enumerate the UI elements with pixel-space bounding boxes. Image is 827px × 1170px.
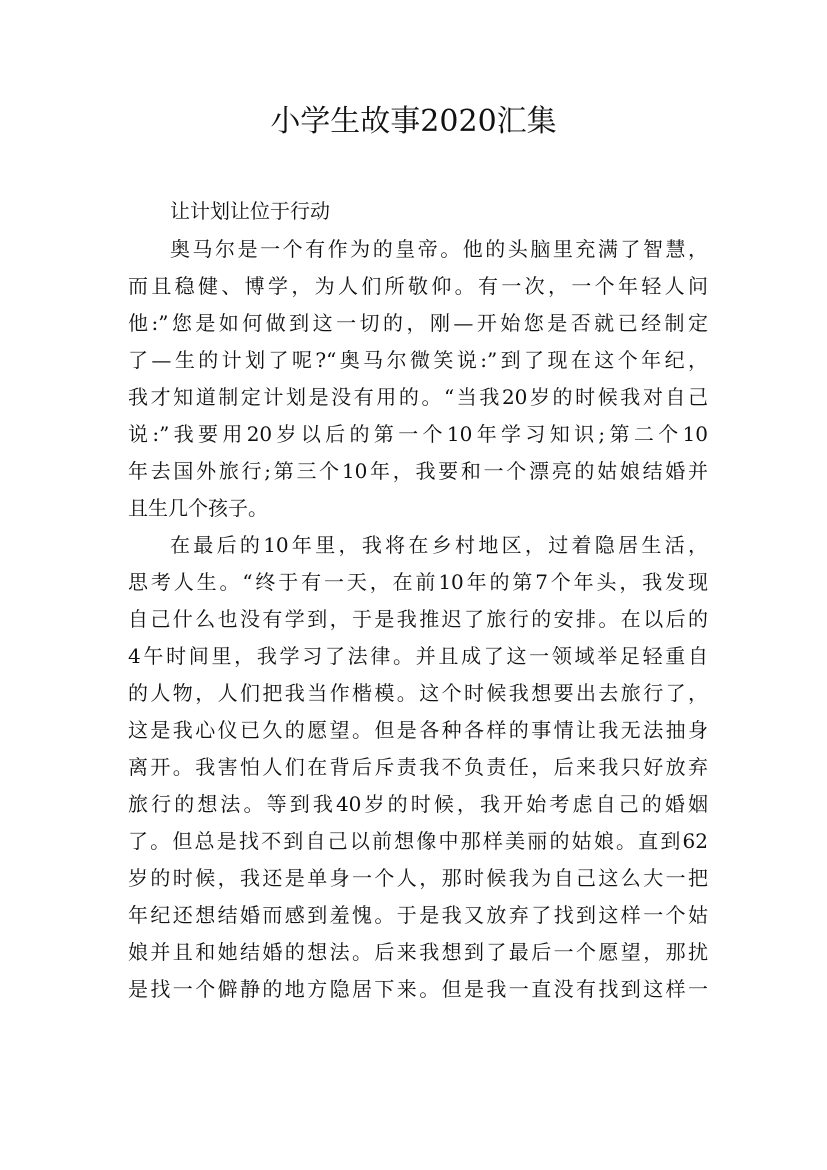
- paragraph-line: 年纪还想结婚而感到羞愧。于是我又放弃了找到这样一个姑: [128, 903, 708, 927]
- paragraph-line: 思考人生。“终于有一天，在前10年的第7个年头，我发现: [128, 570, 708, 594]
- document-title: 小学生故事2020汇集: [270, 104, 557, 139]
- paragraph-line: 4午时间里，我学习了法律。并且成了这一领域举足轻重自: [128, 644, 708, 668]
- paragraph-line: 旅行的想法。等到我40岁的时候，我开始考虑自己的婚姻: [128, 792, 708, 816]
- paragraph-line: 了—生的计划了呢?“奥马尔微笑说:”到了现在这个年纪，: [128, 348, 708, 372]
- paragraph-line: 说:”我要用20岁以后的第一个10年学习知识;第二个10: [128, 422, 708, 446]
- paragraph-line: 年去国外旅行;第三个10年，我要和一个漂亮的姑娘结婚并: [128, 459, 708, 483]
- paragraph-line: 岁的时候，我还是单身一个人，那时候我为自己这么大一把: [128, 866, 708, 890]
- paragraph-line: 这是我心仪已久的愿望。但是各种各样的事情让我无法抽身: [128, 718, 708, 742]
- paragraph-line: 离开。我害怕人们在背后斥责我不负责任，后来我只好放弃: [128, 755, 708, 779]
- paragraph-line: 我才知道制定计划是没有用的。“当我20岁的时候我对自己: [128, 385, 708, 409]
- paragraph-line: 是找一个僻静的地方隐居下来。但是我一直没有找到这样一: [128, 977, 708, 1001]
- paragraph-line: 而且稳健、博学，为人们所敬仰。有一次，一个年轻人问: [128, 274, 708, 298]
- paragraph-line: 在最后的10年里，我将在乡村地区，过着隐居生活，: [170, 533, 708, 557]
- paragraph-line: 奥马尔是一个有作为的皇帝。他的头脑里充满了智慧，: [170, 237, 708, 261]
- story-title: 让计划让位于行动: [170, 199, 330, 223]
- paragraph-line: 娘并且和她结婚的想法。后来我想到了最后一个愿望，那扰: [128, 940, 708, 964]
- paragraph-line: 自己什么也没有学到，于是我推迟了旅行的安排。在以后的: [128, 607, 708, 631]
- paragraph-line: 他:”您是如何做到这一切的，刚—开始您是否就已经制定: [128, 311, 708, 335]
- paragraph-line: 且生几个孩子。: [128, 496, 268, 520]
- paragraph-line: 的人物，人们把我当作楷模。这个时候我想要出去旅行了，: [128, 681, 708, 705]
- paragraph-line: 了。但总是找不到自己以前想像中那样美丽的姑娘。直到62: [128, 829, 708, 853]
